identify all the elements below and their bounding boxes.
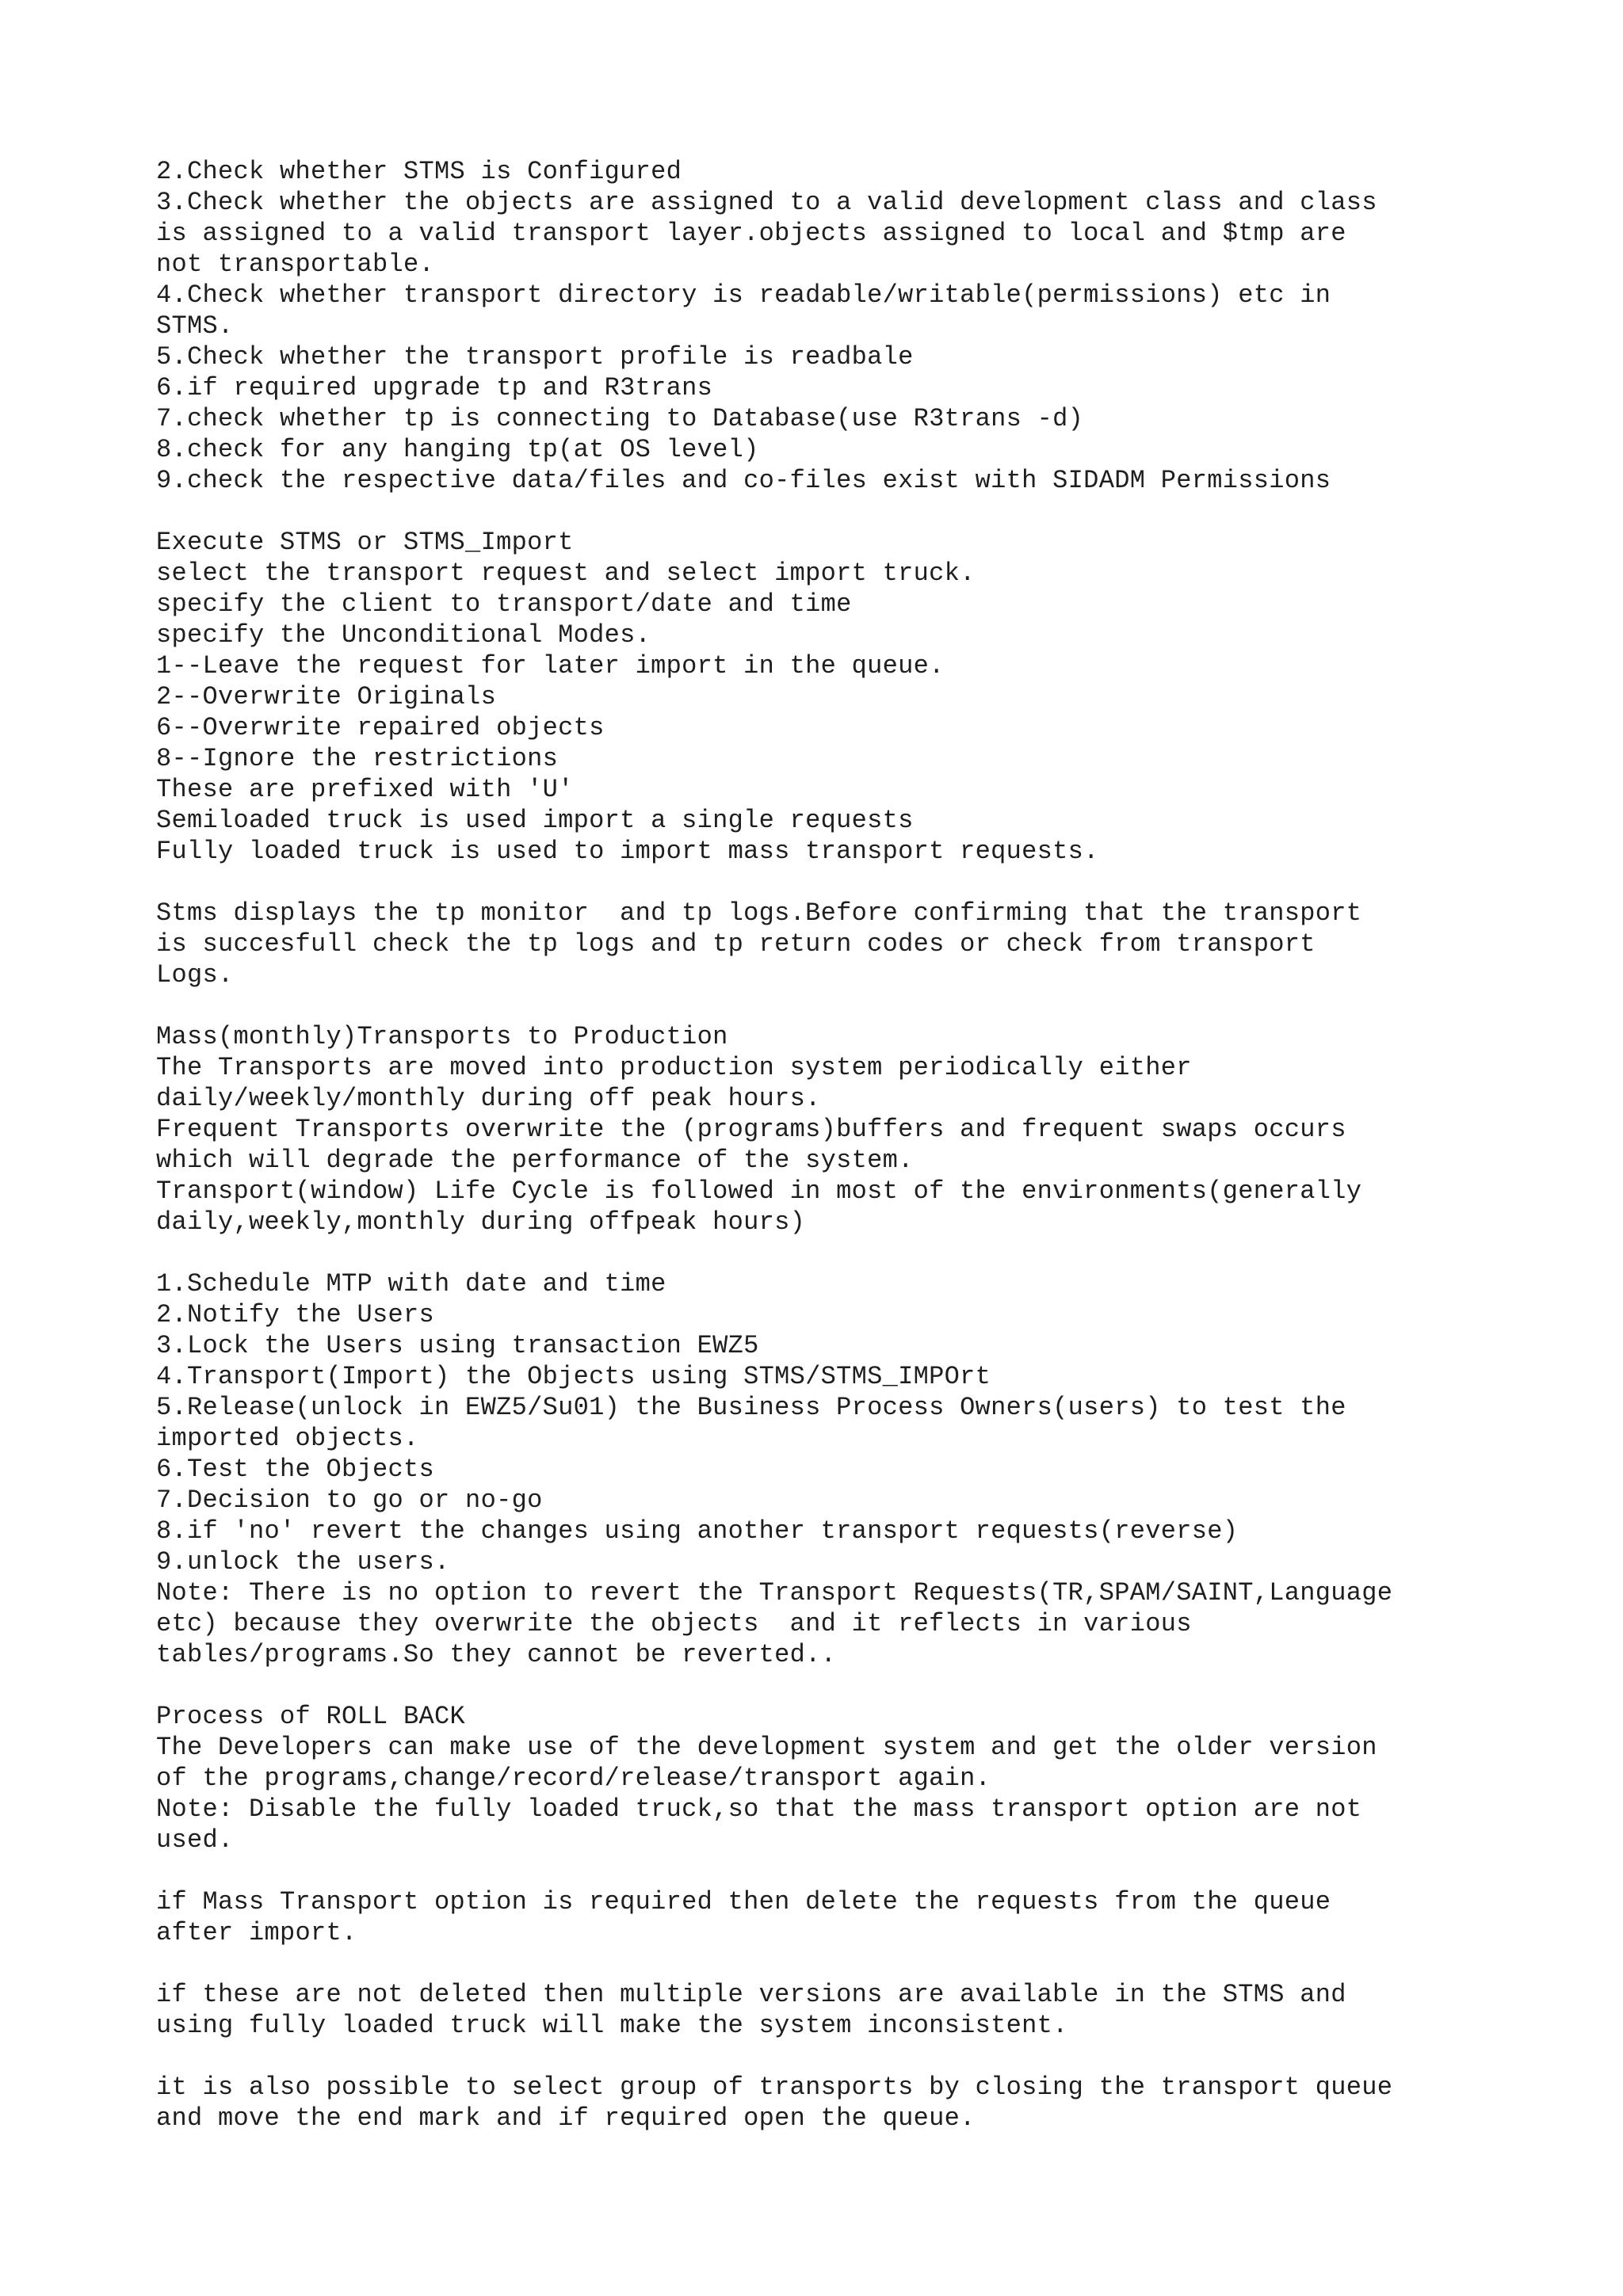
text-line: 8--Ignore the restrictions <box>156 744 559 773</box>
text-line: it is also possible to select group of transports by closing the transport queue <box>156 2073 1393 2102</box>
blank-line <box>156 990 1551 1021</box>
blank-line <box>156 1670 1551 1701</box>
blank-line <box>156 1238 1551 1268</box>
text-line: 2.Notify the Users <box>156 1300 435 1329</box>
text-line: daily,weekly,monthly during offpeak hours) <box>156 1207 806 1237</box>
text-line: 8.check for any hanging tp(at OS level) <box>156 435 759 464</box>
text-line: etc) because they overwrite the objects and it reflects in various <box>156 1609 1192 1638</box>
document-body-text <box>156 156 1551 2134</box>
text-line: which will degrade the performance of the system. <box>156 1146 914 1175</box>
text-line: Process of ROLL BACK <box>156 1702 466 1731</box>
blank-line <box>156 1855 1551 1886</box>
blank-line <box>156 1948 1551 1979</box>
text-line: These are prefixed with 'U' <box>156 775 574 804</box>
text-line: Note: Disable the fully loaded truck,so that the mass transport option are not <box>156 1794 1362 1824</box>
text-line: after import. <box>156 1918 357 1947</box>
text-line: and move the end mark and if required open the queue. <box>156 2103 976 2133</box>
text-line: used. <box>156 1825 234 1855</box>
text-line: if Mass Transport option is required then delete the requests from the queue <box>156 1887 1331 1917</box>
text-line: Transport(window) Life Cycle is followed in most of the environments(generally <box>156 1177 1362 1206</box>
text-line: STMS. <box>156 311 234 341</box>
text-line: Execute STMS or STMS_Import <box>156 528 574 557</box>
text-line: Stms displays the tp monitor and tp logs.Before confirming that the transport <box>156 898 1362 928</box>
text-line: 1.Schedule MTP with date and time <box>156 1269 666 1299</box>
text-line: not transportable. <box>156 250 435 279</box>
text-line: 3.Lock the Users using transaction EWZ5 <box>156 1331 759 1360</box>
text-line: 7.Decision to go or no-go <box>156 1486 543 1515</box>
text-line: 2.Check whether STMS is Configured <box>156 157 682 186</box>
text-line: Logs. <box>156 960 234 990</box>
text-line: imported objects. <box>156 1424 419 1453</box>
text-line: daily/weekly/monthly during off peak hours. <box>156 1084 821 1113</box>
text-line: 5.Release(unlock in EWZ5/Su01) the Business Process Owners(users) to test the <box>156 1393 1346 1422</box>
text-line: 6.Test the Objects <box>156 1455 435 1484</box>
text-line: 4.Transport(Import) the Objects using STMS/STMS_IMPOrt <box>156 1362 991 1391</box>
text-line: 1--Leave the request for later import in the queue. <box>156 651 945 681</box>
text-line: 3.Check whether the objects are assigned to a valid development class and class <box>156 188 1377 217</box>
text-line: The Developers can make use of the development system and get the older version <box>156 1733 1377 1762</box>
text-line: 2--Overwrite Originals <box>156 682 497 711</box>
text-line: is assigned to a valid transport layer.objects assigned to local and $tmp are <box>156 219 1346 248</box>
text-line: if these are not deleted then multiple versions are available in the STMS and <box>156 1980 1346 2009</box>
text-line: Fully loaded truck is used to import mass transport requests. <box>156 837 1099 866</box>
text-line: Frequent Transports overwrite the (programs)buffers and frequent swaps occurs <box>156 1115 1346 1144</box>
text-line: tables/programs.So they cannot be reverted.. <box>156 1640 837 1669</box>
text-line: The Transports are moved into production system periodically either <box>156 1053 1192 1082</box>
text-line: 8.if 'no' revert the changes using another transport requests(reverse) <box>156 1516 1239 1546</box>
text-line: specify the Unconditional Modes. <box>156 620 651 650</box>
text-line: is succesfull check the tp logs and tp return codes or check from transport <box>156 929 1316 959</box>
text-line: using fully loaded truck will make the system inconsistent. <box>156 2011 1068 2040</box>
blank-line <box>156 867 1551 898</box>
text-line: 5.Check whether the transport profile is readbale <box>156 342 914 372</box>
text-line: select the transport request and select import truck. <box>156 559 976 588</box>
blank-line <box>156 496 1551 527</box>
text-line: 9.check the respective data/files and co-files exist with SIDADM Permissions <box>156 466 1331 495</box>
blank-line <box>156 2041 1551 2072</box>
text-line: 4.Check whether transport directory is readable/writable(permissions) etc in <box>156 280 1331 310</box>
text-line: specify the client to transport/date and time <box>156 589 852 619</box>
text-line: of the programs,change/record/release/transport again. <box>156 1764 991 1793</box>
text-line: 6--Overwrite repaired objects <box>156 713 605 742</box>
text-line: Semiloaded truck is used import a single requests <box>156 806 914 835</box>
text-line: 9.unlock the users. <box>156 1547 450 1577</box>
text-line: Mass(monthly)Transports to Production <box>156 1022 728 1051</box>
text-line: 6.if required upgrade tp and R3trans <box>156 373 713 402</box>
text-line: Note: There is no option to revert the Transport Requests(TR,SPAM/SAINT,Language <box>156 1578 1393 1608</box>
text-line: 7.check whether tp is connecting to Database(use R3trans -d) <box>156 404 1084 433</box>
